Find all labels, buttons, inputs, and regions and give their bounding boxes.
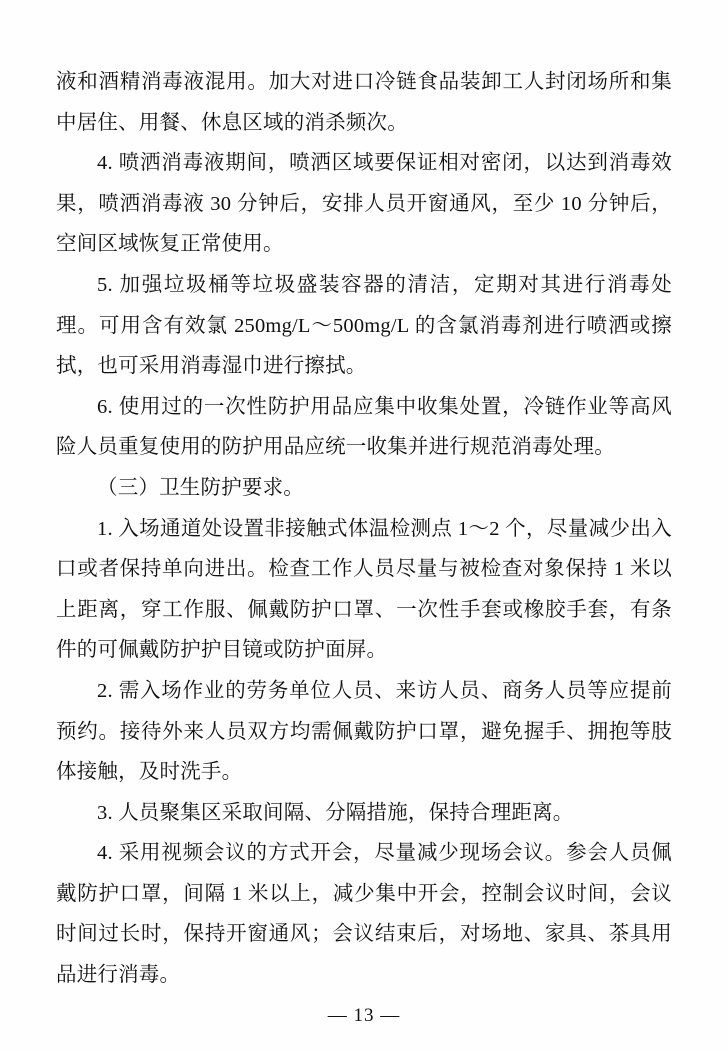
paragraph-item-5: 5. 加强垃圾桶等垃圾盛装容器的清洁，定期对其进行消毒处理。可用含有效氯 250mg/L～500mg/L 的含氯消毒剂进行喷洒或擦拭，也可采用消毒湿巾进行擦拭。 bbox=[56, 273, 672, 378]
paragraph-item-6: 6. 使用过的一次性防护用品应集中收集处置，冷链作业等高风险人员重复使用的防护用品应统一收集并进行规范消毒处理。 bbox=[56, 395, 672, 459]
paragraph-section-3-item-3: 3. 人员聚集区采取间隔、分隔措施，保持合理距离。 bbox=[97, 801, 574, 824]
document-body bbox=[56, 62, 672, 996]
paragraph-section-3-item-4: 4. 采用视频会议的方式开会，尽量减少现场会议。参会人员佩戴防护口罩，间隔 1 米以上，减少集中开会，控制会议时间，会议时间过长时，保持开窗通风；会议结束后，对场地、家具、茶具用品进行消毒。 bbox=[56, 842, 672, 987]
paragraph-continued: 液和酒精消毒液混用。加大对进口冷链食品装卸工人封闭场所和集中居住、用餐、休息区域的消杀频次。 bbox=[56, 71, 672, 134]
paragraph-section-3-heading: （三）卫生防护要求。 bbox=[97, 476, 304, 499]
paragraph-item-4: 4. 喷洒消毒液期间，喷洒区域要保证相对密闭，以达到消毒效果，喷洒消毒液 30 分钟后，安排人员开窗通风，至少 10 分钟后，空间区域恢复正常使用。 bbox=[56, 152, 672, 256]
page-number: — 13 — bbox=[327, 1005, 401, 1026]
paragraph-section-3-item-2: 2. 需入场作业的劳务单位人员、来访人员、商务人员等应提前预约。接待外来人员双方均需佩戴防护口罩，避免握手、拥抱等肢体接触，及时洗手。 bbox=[56, 679, 672, 784]
paragraph-section-3-item-1: 1. 入场通道处设置非接触式体温检测点 1～2 个，尽量减少出入口或者保持单向进出。检查工作人员尽量与被检查对象保持 1 米以上距离，穿工作服、佩戴防护口罩、一次性手套或橡胶手套，有条件的可佩戴防护护目镜或防护面屏。 bbox=[56, 517, 672, 662]
